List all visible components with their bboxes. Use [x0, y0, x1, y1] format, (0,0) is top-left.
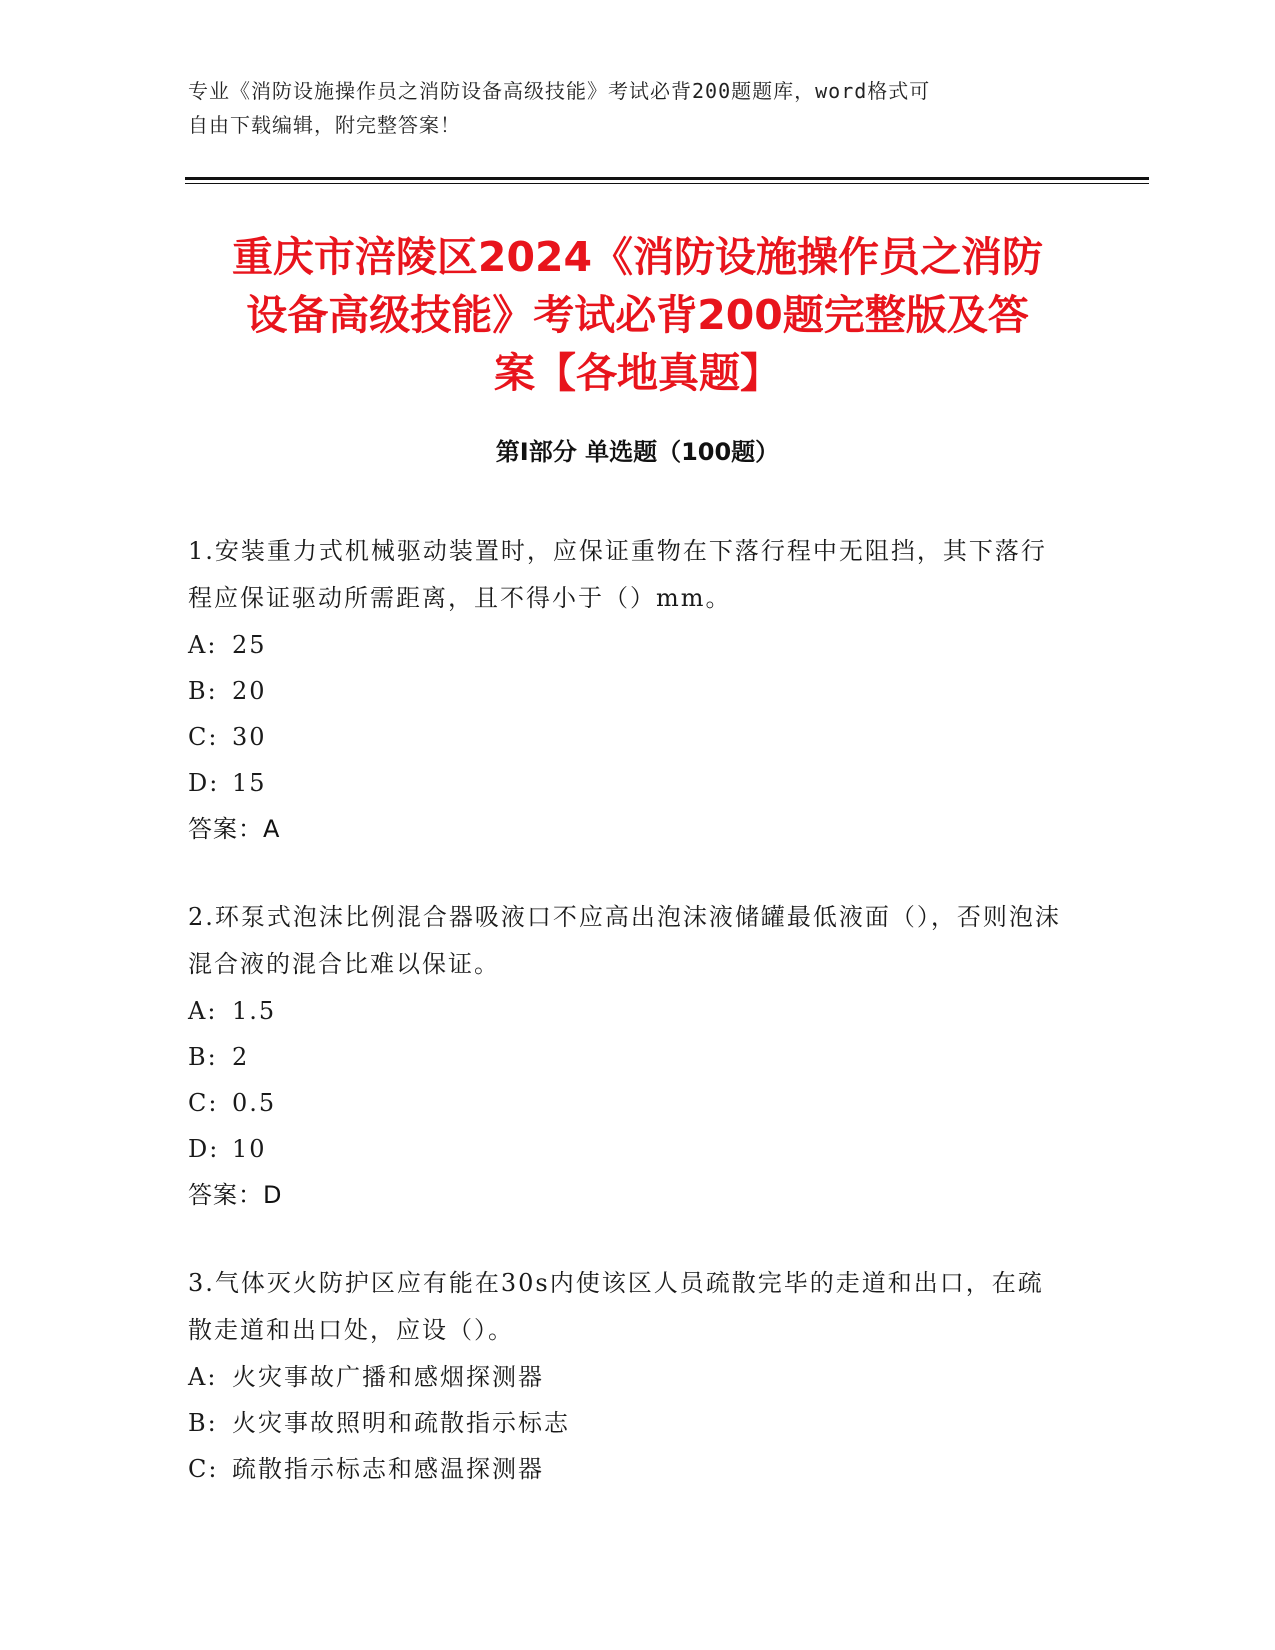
- option-d: [188, 760, 1068, 806]
- document-title: [150, 228, 1125, 402]
- answer-line: 答案：D: [188, 1181, 283, 1209]
- option-text: 火灾事故广播和感烟探测器: [232, 1363, 544, 1391]
- option-a: [188, 1354, 1068, 1400]
- option-a: [188, 622, 1068, 668]
- option-b: [188, 1034, 1068, 1080]
- header-divider-thick: [185, 177, 1149, 180]
- section-title: 第I部分 单选题（100题）: [495, 438, 780, 466]
- option-key: D:: [188, 769, 220, 797]
- option-text: 10: [232, 1135, 267, 1163]
- option-key: C:: [188, 1455, 219, 1483]
- option-b: [188, 668, 1068, 714]
- answer-line: 答案：A: [188, 815, 281, 843]
- option-text: 1.5: [232, 997, 277, 1025]
- option-key: A:: [188, 997, 218, 1025]
- question-2: [188, 894, 1068, 1218]
- option-d: [188, 1126, 1068, 1172]
- document-title-line1: 重庆市涪陵区2024《消防设施操作员之消防: [231, 233, 1044, 281]
- option-key: B:: [188, 677, 218, 705]
- option-text: 25: [232, 631, 267, 659]
- option-text: 15: [232, 769, 267, 797]
- document-title-line3: 案【各地真题】: [494, 349, 781, 397]
- option-key: A:: [188, 631, 218, 659]
- option-text: 疏散指示标志和感温探测器: [232, 1455, 544, 1483]
- option-text: 30: [232, 723, 267, 751]
- question-1: [188, 528, 1068, 852]
- option-text: 20: [232, 677, 267, 705]
- question-3: [188, 1260, 1068, 1492]
- question-list: [188, 528, 1068, 1534]
- option-key: C:: [188, 723, 219, 751]
- option-key: B:: [188, 1409, 218, 1437]
- header-note: [188, 74, 1088, 142]
- question-stem: 1.安装重力式机械驱动装置时，应保证重物在下落行程中无阻挡，其下落行程应保证驱动所需距离，且不得小于（）mm。: [188, 537, 1047, 612]
- header-note-line1: 专业《消防设施操作员之消防设备高级技能》考试必背200题题库，word格式可: [188, 79, 931, 103]
- option-text: 2: [232, 1043, 250, 1071]
- option-text: 火灾事故照明和疏散指示标志: [232, 1409, 570, 1437]
- option-b: [188, 1400, 1068, 1446]
- header-note-line2: 自由下载编辑，附完整答案！: [188, 113, 461, 137]
- option-key: B:: [188, 1043, 218, 1071]
- option-text: 0.5: [232, 1089, 277, 1117]
- question-stem: 2.环泵式泡沫比例混合器吸液口不应高出泡沫液储罐最低液面（），否则泡沫混合液的混合比难以保证。: [188, 903, 1061, 978]
- option-a: [188, 988, 1068, 1034]
- option-key: C:: [188, 1089, 219, 1117]
- document-title-line2: 设备高级技能》考试必背200题完整版及答: [246, 291, 1029, 339]
- option-c: [188, 1446, 1068, 1492]
- question-stem: 3.气体灭火防护区应有能在30s内使该区人员疏散完毕的走道和出口，在疏散走道和出口处，应设（）。: [188, 1269, 1044, 1344]
- option-key: A:: [188, 1363, 218, 1391]
- option-c: [188, 1080, 1068, 1126]
- option-c: [188, 714, 1068, 760]
- option-key: D:: [188, 1135, 220, 1163]
- header-divider-thin: [185, 183, 1149, 184]
